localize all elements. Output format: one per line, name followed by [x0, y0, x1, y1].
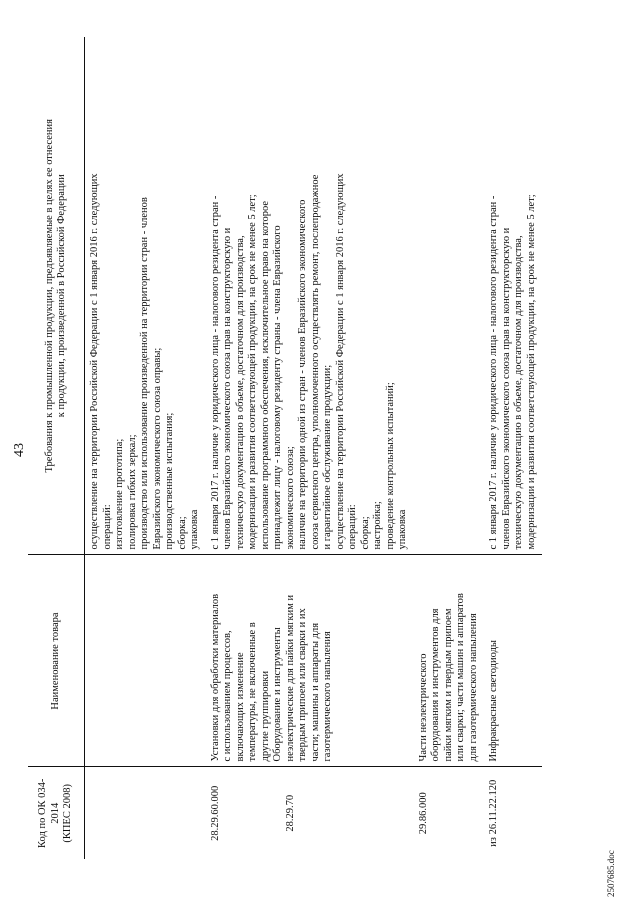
- table-row: [206, 37, 414, 859]
- table-header-row: [28, 37, 85, 859]
- table-row: [85, 37, 206, 859]
- row-code: из 26.11.22.120: [488, 779, 499, 847]
- row-requirements: с 1 января 2017 г. наличие у юридического лица - налогового резидента стран - членов Евразийского экономического союза прав на конструкторскую и техническую документацию в объеме, достаточном для производства, модернизации и развития соответствующей продукции, на срок не менее 5 лет; использование программного обеспечения, исключительное право на которое принадлежит лицу - налоговому резиденту страны - члена Евразийского экономического союза; наличие на территории одной из стран - членов Евразийского экономического союза сервисного центра, уполномоченного осуществлять ремонт, послепродажное и гарантийное обслуживание продукции; осуществление на территории Российской Федерации с 1 января 2016 г. следующих операций: сборка; настройка; проведение контрольных испытаний; упаковка: [206, 37, 414, 555]
- page-number: 43: [12, 443, 27, 457]
- row-code: [85, 767, 206, 859]
- table-row: [484, 37, 542, 859]
- row-name: Части неэлектрического оборудования и инструментов для пайки мягким и твердым припоем или сварки; части машин и аппаратов для газотермического напыления: [414, 555, 485, 767]
- row-code: 28.29.60.000: [209, 785, 221, 841]
- header-requirements: Требования к промышленной продукции, предъявляемые в целях ее отнесения к продукции, произведенной в Российской Федерации: [28, 37, 85, 555]
- row-name: [85, 555, 206, 767]
- table-row: [414, 37, 485, 859]
- row-code: 29.86.000: [417, 792, 429, 835]
- row-requirements: осуществление на территории Российской Федерации с 1 января 2016 г. следующих операций: изготовление прототипа; полировка гибких зеркал; производство или использование произведенной на территории стран - членов Евразийского экономического союза оправы; производственные испытания; сборка; упаковка: [85, 37, 206, 555]
- row-requirements: с 1 января 2017 г. наличие у юридического лица - налогового резидента стран - членов Евразийского экономического союза прав на конструкторскую и техническую документацию в объеме, достаточном для производства, модернизации и развития соответствующей продукции, на срок не менее 5 лет;: [484, 37, 542, 555]
- row-name: Установки для обработки материалов с использованием процессов, включающих изменение температуры, не включенные в другие группировки Оборудование и инструменты неэлектрические для пайки мягким и твердым припоем или сварки и их части; машины и аппараты для газотермического напыления: [206, 555, 414, 767]
- requirements-table: [28, 37, 542, 859]
- row-code-cell: [206, 767, 414, 859]
- document-footer: 2507685.doc: [606, 850, 616, 897]
- row-requirements: [414, 37, 485, 555]
- row-code-extra: 28.29.70: [284, 794, 296, 832]
- row-name: Инфракрасные светодиоды: [484, 555, 542, 767]
- header-name: Наименование товара: [28, 555, 85, 767]
- header-code: Код по ОК 034-2014 (КПЕС 2008): [28, 767, 85, 859]
